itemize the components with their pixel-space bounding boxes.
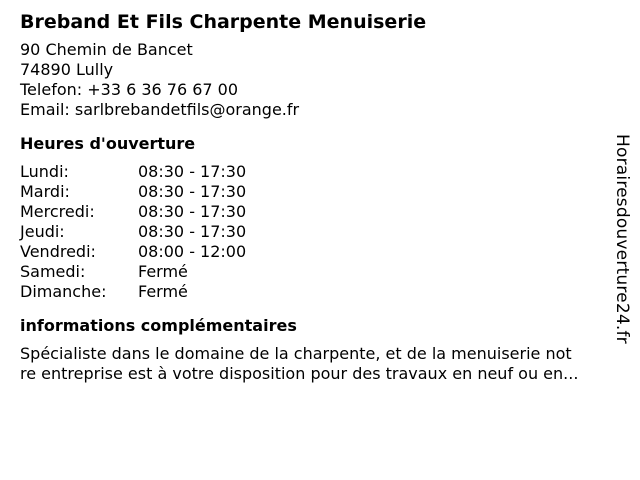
hours-row bbox=[20, 242, 246, 262]
hours-table bbox=[20, 162, 246, 302]
hours-time: 08:30 - 17:30 bbox=[138, 202, 247, 221]
hours-day: Dimanche: bbox=[20, 282, 107, 301]
business-card bbox=[20, 8, 620, 384]
hours-row bbox=[20, 262, 246, 282]
hours-time: 08:00 - 12:00 bbox=[138, 242, 247, 261]
hours-row bbox=[20, 282, 246, 302]
info-description-line-2: re entreprise est à votre disposition pour des travaux en neuf ou en... bbox=[20, 364, 579, 383]
hours-day: Mardi: bbox=[20, 182, 70, 201]
info-description bbox=[20, 344, 620, 384]
hours-day: Samedi: bbox=[20, 262, 86, 281]
hours-time: 08:30 - 17:30 bbox=[138, 222, 247, 241]
hours-day: Jeudi: bbox=[20, 222, 65, 241]
hours-row bbox=[20, 202, 246, 222]
business-name: Breband Et Fils Charpente Menuiserie bbox=[20, 11, 427, 33]
hours-day: Vendredi: bbox=[20, 242, 96, 261]
hours-row bbox=[20, 182, 246, 202]
info-description-line-1: Spécialiste dans le domaine de la charpente, et de la menuiserie not bbox=[20, 344, 572, 363]
address-street: 90 Chemin de Bancet bbox=[20, 40, 193, 59]
hours-row bbox=[20, 222, 246, 242]
hours-row bbox=[20, 162, 246, 182]
info-heading: informations complémentaires bbox=[20, 316, 297, 335]
hours-heading: Heures d'ouverture bbox=[20, 134, 196, 153]
phone-text: Telefon: +33 6 36 76 67 00 bbox=[20, 80, 239, 99]
hours-time: Fermé bbox=[138, 282, 188, 301]
site-watermark: Horairesdouverture24.fr bbox=[612, 134, 632, 344]
hours-time: 08:30 - 17:30 bbox=[138, 182, 247, 201]
email-text: Email: sarlbrebandetfils@orange.fr bbox=[20, 100, 300, 119]
hours-time: Fermé bbox=[138, 262, 188, 281]
hours-day: Mercredi: bbox=[20, 202, 95, 221]
hours-day: Lundi: bbox=[20, 162, 69, 181]
address-city: 74890 Lully bbox=[20, 60, 114, 79]
hours-time: 08:30 - 17:30 bbox=[138, 162, 247, 181]
